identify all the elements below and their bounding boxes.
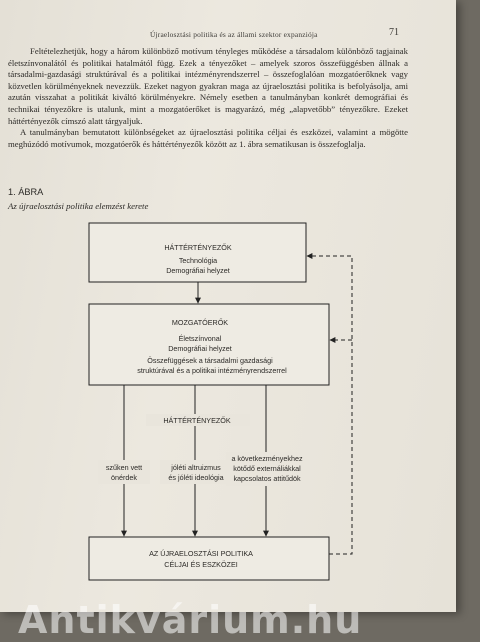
page-number: 71 bbox=[389, 27, 399, 38]
policy-goals-title: AZ ÚJRAELOSZTÁSI POLITIKA bbox=[149, 549, 253, 558]
background-factors-item: Demográfiai helyzet bbox=[166, 266, 230, 275]
watermark: Antikvárium.hu bbox=[18, 598, 363, 642]
figure-caption: Az újraelosztási politika elemzést kerete bbox=[8, 201, 149, 211]
feedback-arrow-to-background bbox=[307, 256, 352, 554]
motive-altruism: és jóléti ideológia bbox=[168, 473, 224, 482]
driving-forces-title: MOZGATÓERŐK bbox=[171, 318, 229, 327]
motive-externalities: kapcsolatos attitűdök bbox=[233, 474, 301, 483]
figure-label: 1. ÁBRA bbox=[8, 187, 44, 197]
motive-self-interest: önérdek bbox=[111, 473, 137, 482]
motive-self-interest: szűken vett bbox=[105, 463, 143, 472]
background-factors-item: Technológia bbox=[178, 256, 218, 265]
driving-forces-item: Demográfiai helyzet bbox=[168, 344, 232, 353]
motive-externalities: kötődő externáliákkal bbox=[233, 464, 301, 473]
driving-forces-item: Életszínvonal bbox=[178, 334, 222, 343]
driving-forces-item: Összefüggések a társadalmi gazdasági bbox=[147, 356, 273, 365]
motive-externalities: a következményekhez bbox=[231, 454, 303, 463]
policy-goals-box bbox=[89, 537, 329, 580]
policy-goals-title: CÉLJAI ÉS ESZKÖZEI bbox=[164, 560, 238, 569]
background-factors-title: HÁTTÉRTÉNYEZŐK bbox=[164, 243, 232, 252]
paragraph: A tanulmányban bemutatott különbségeket az újraelosztási politika céljai és eszközei, valamint a mögötte meghúzódó motívumok, mozgatóerők és háttértényezők között az 1. ábra sematikusan is összefoglalja. bbox=[8, 127, 408, 149]
paragraph: Feltételezhetjük, hogy a három különböző motívum tényleges működése a társadalom különböző tagjainak életszínvonalától és politikai hatalmától függ. Ezek a tényezőket – amelyek szoros összefüggésben állnak a társadalmi-gazdasági struktúrával és a politikai intézményrendszerrel – összefoglalóan mozgatóerőknek vagy közvetlen körülményeknek nevezzük. Ezeket nagyon gyakran maga az újraelosztási politika is befolyásolja, ami azután visszahat a politikát kiváltó körülményekre. Némely esetben a tanulmányban konkrét demográfiai és technikai tényezőkre is utalunk, mint a mozgatóerőket is magyarázó, még „alapvetőbb” tényezőkre. Ezeket háttértényezők címszó alatt tárgyaljuk. bbox=[8, 46, 408, 126]
branch-heading: HÁTTÉRTÉNYEZŐK bbox=[163, 416, 231, 425]
running-header: Újraelosztási politika és az állami szektor expanziója bbox=[150, 30, 318, 39]
motive-altruism: jóléti altruizmus bbox=[171, 463, 221, 472]
driving-forces-item: struktúrával és a politikai intézményrendszerrel bbox=[137, 366, 287, 375]
